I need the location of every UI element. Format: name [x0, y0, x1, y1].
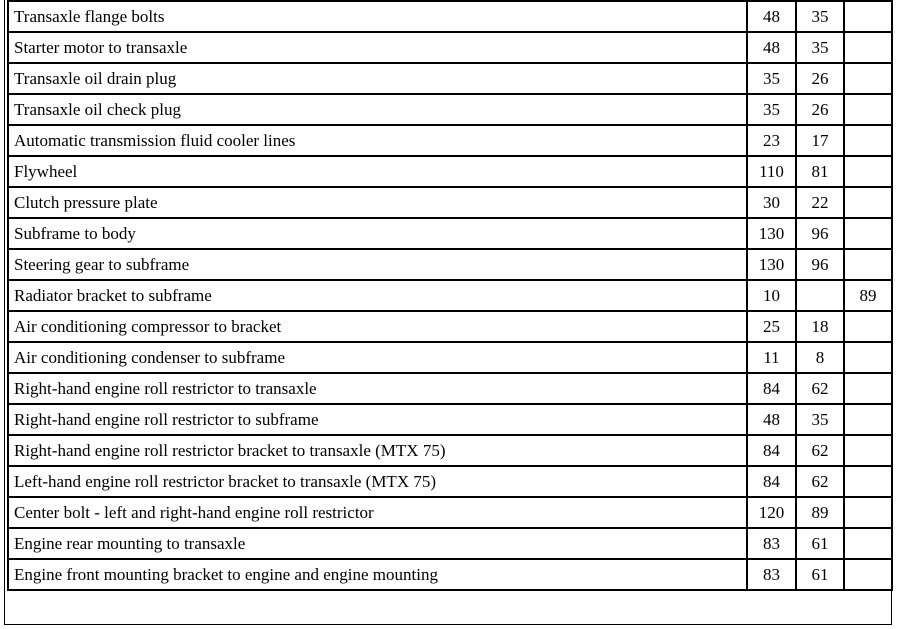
torque-lbft-value: 17: [796, 125, 844, 156]
torque-nm-value: 11: [747, 342, 796, 373]
component-description: Radiator bracket to subframe: [8, 280, 747, 311]
torque-nm-value: 120: [747, 497, 796, 528]
table-row: [8, 435, 892, 466]
component-description: Engine rear mounting to transaxle: [8, 528, 747, 559]
torque-lbin-value: [844, 342, 892, 373]
component-description: Air conditioning compressor to bracket: [8, 311, 747, 342]
torque-lbin-value: [844, 187, 892, 218]
torque-lbft-value: 62: [796, 373, 844, 404]
torque-lbft-value: 89: [796, 497, 844, 528]
torque-nm-value: 130: [747, 249, 796, 280]
torque-lbin-value: [844, 32, 892, 63]
torque-nm-value: 23: [747, 125, 796, 156]
torque-lbin-value: [844, 528, 892, 559]
torque-nm-value: 83: [747, 528, 796, 559]
table-row: [8, 528, 892, 559]
table-row: [8, 1, 892, 32]
table-row: [8, 218, 892, 249]
component-description: Transaxle flange bolts: [8, 1, 747, 32]
torque-lbft-value: 61: [796, 559, 844, 590]
table-row: [8, 125, 892, 156]
torque-lbin-value: [844, 311, 892, 342]
torque-nm-value: 84: [747, 466, 796, 497]
component-description: Automatic transmission fluid cooler lines: [8, 125, 747, 156]
torque-lbin-value: [844, 63, 892, 94]
component-description: Transaxle oil check plug: [8, 94, 747, 125]
torque-lbft-value: [796, 280, 844, 311]
table-row: [8, 404, 892, 435]
component-description: Clutch pressure plate: [8, 187, 747, 218]
table-row: [8, 63, 892, 94]
torque-lbft-value: 35: [796, 1, 844, 32]
torque-nm-value: 30: [747, 187, 796, 218]
torque-lbin-value: [844, 1, 892, 32]
table-row: [8, 280, 892, 311]
torque-lbin-value: [844, 435, 892, 466]
component-description: Engine front mounting bracket to engine and engine mounting: [8, 559, 747, 590]
table-row: [8, 187, 892, 218]
torque-nm-value: 35: [747, 63, 796, 94]
table-row: [8, 373, 892, 404]
table-row: [8, 311, 892, 342]
torque-lbft-value: 8: [796, 342, 844, 373]
component-description: Right-hand engine roll restrictor to subframe: [8, 404, 747, 435]
torque-lbft-value: 18: [796, 311, 844, 342]
torque-lbin-value: [844, 559, 892, 590]
component-description: Left-hand engine roll restrictor bracket to transaxle (MTX 75): [8, 466, 747, 497]
component-description: Right-hand engine roll restrictor to transaxle: [8, 373, 747, 404]
torque-nm-value: 84: [747, 435, 796, 466]
torque-lbft-value: 96: [796, 249, 844, 280]
torque-nm-value: 25: [747, 311, 796, 342]
torque-nm-value: 48: [747, 404, 796, 435]
torque-nm-value: 84: [747, 373, 796, 404]
torque-nm-value: 48: [747, 32, 796, 63]
torque-lbin-value: 89: [844, 280, 892, 311]
component-description: Transaxle oil drain plug: [8, 63, 747, 94]
table-row: [8, 32, 892, 63]
table-row: [8, 559, 892, 590]
torque-lbin-value: [844, 156, 892, 187]
torque-lbin-value: [844, 373, 892, 404]
component-description: Center bolt - left and right-hand engine roll restrictor: [8, 497, 747, 528]
torque-lbft-value: 35: [796, 404, 844, 435]
torque-nm-value: 83: [747, 559, 796, 590]
torque-lbin-value: [844, 497, 892, 528]
torque-lbin-value: [844, 249, 892, 280]
component-description: Steering gear to subframe: [8, 249, 747, 280]
torque-nm-value: 130: [747, 218, 796, 249]
component-description: Subframe to body: [8, 218, 747, 249]
component-description: Starter motor to transaxle: [8, 32, 747, 63]
table-row: [8, 497, 892, 528]
torque-nm-value: 35: [747, 94, 796, 125]
torque-lbin-value: [844, 466, 892, 497]
torque-lbft-value: 26: [796, 63, 844, 94]
table-row: [8, 249, 892, 280]
torque-lbin-value: [844, 404, 892, 435]
torque-nm-value: 110: [747, 156, 796, 187]
torque-lbft-value: 62: [796, 435, 844, 466]
table-row: [8, 94, 892, 125]
torque-lbft-value: 96: [796, 218, 844, 249]
table-row: [8, 466, 892, 497]
table-row: [8, 156, 892, 187]
component-description: Air conditioning condenser to subframe: [8, 342, 747, 373]
torque-lbft-value: 26: [796, 94, 844, 125]
table-body: [8, 1, 892, 590]
torque-lbft-value: 81: [796, 156, 844, 187]
torque-lbft-value: 61: [796, 528, 844, 559]
torque-lbft-value: 35: [796, 32, 844, 63]
torque-nm-value: 48: [747, 1, 796, 32]
component-description: Flywheel: [8, 156, 747, 187]
torque-nm-value: 10: [747, 280, 796, 311]
torque-lbin-value: [844, 218, 892, 249]
torque-lbft-value: 62: [796, 466, 844, 497]
torque-specifications-table: [7, 0, 893, 591]
table-row: [8, 342, 892, 373]
torque-lbin-value: [844, 125, 892, 156]
component-description: Right-hand engine roll restrictor bracket to transaxle (MTX 75): [8, 435, 747, 466]
torque-lbin-value: [844, 94, 892, 125]
torque-lbft-value: 22: [796, 187, 844, 218]
